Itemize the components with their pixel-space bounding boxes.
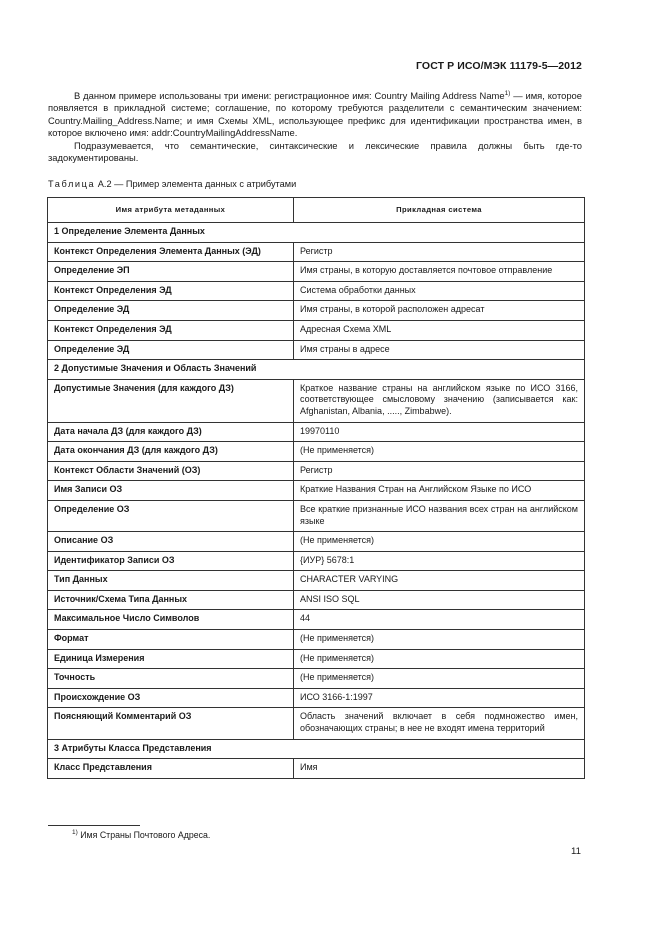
attribute-name-cell: Определение ОЗ xyxy=(48,500,294,531)
table-body xyxy=(48,223,585,779)
attribute-value-cell: Имя xyxy=(294,759,585,779)
table-row xyxy=(48,301,585,321)
table-row xyxy=(48,281,585,301)
table-row xyxy=(48,320,585,340)
intro-text-a: В данном примере использованы три имени: регистрационное имя: Country Mailing Address Name xyxy=(74,90,505,101)
section-title: 1 Определение Элемента Данных xyxy=(48,223,585,243)
footnote-divider xyxy=(48,825,140,826)
attribute-name-cell: Имя Записи ОЗ xyxy=(48,481,294,501)
footnote xyxy=(72,830,210,840)
attribute-value-cell: Имя страны в адресе xyxy=(294,340,585,360)
column-header-application: Прикладная система xyxy=(294,198,585,223)
attribute-name-cell: Контекст Определения ЭД xyxy=(48,281,294,301)
table-row xyxy=(48,708,585,739)
attribute-value-cell: Регистр xyxy=(294,242,585,262)
table-row xyxy=(48,688,585,708)
attribute-name-cell: Поясняющий Комментарий ОЗ xyxy=(48,708,294,739)
attribute-name-cell: Дата окончания ДЗ (для каждого ДЗ) xyxy=(48,442,294,462)
table-row xyxy=(48,610,585,630)
intro-paragraph-2: Подразумевается, что семантические, синтаксические и лексические правила должны быть где-то задокументированы. xyxy=(48,140,582,164)
section-title: 3 Атрибуты Класса Представления xyxy=(48,739,585,759)
table-row xyxy=(48,532,585,552)
attribute-value-cell: Регистр xyxy=(294,461,585,481)
attribute-value-cell: 44 xyxy=(294,610,585,630)
metadata-table xyxy=(47,197,585,779)
attribute-name-cell: Источник/Схема Типа Данных xyxy=(48,590,294,610)
attribute-value-cell: (Не применяется) xyxy=(294,532,585,552)
intro-paragraph-1 xyxy=(48,90,582,140)
table-row xyxy=(48,262,585,282)
table-section-row xyxy=(48,223,585,243)
attribute-name-cell: Дата начала ДЗ (для каждого ДЗ) xyxy=(48,422,294,442)
attribute-name-cell: Описание ОЗ xyxy=(48,532,294,552)
attribute-value-cell: 19970110 xyxy=(294,422,585,442)
table-row xyxy=(48,759,585,779)
attribute-name-cell: Контекст Области Значений (ОЗ) xyxy=(48,461,294,481)
table-section-row xyxy=(48,739,585,759)
table-row xyxy=(48,481,585,501)
attribute-name-cell: Определение ЭП xyxy=(48,262,294,282)
attribute-value-cell: Краткое название страны на английском языке по ИСО 3166, соответствующее смысловому значению (записывается как: Afghanistan, Albania, ....., Zimbabwe). xyxy=(294,379,585,422)
attribute-value-cell: (Не применяется) xyxy=(294,669,585,689)
document-header: ГОСТ Р ИСО/МЭК 11179-5—2012 xyxy=(416,60,582,72)
attribute-value-cell: Система обработки данных xyxy=(294,281,585,301)
column-header-attribute: Имя атрибута метаданных xyxy=(48,198,294,223)
table-row xyxy=(48,442,585,462)
table-caption xyxy=(48,179,296,189)
table-row xyxy=(48,669,585,689)
attribute-name-cell: Определение ЭД xyxy=(48,301,294,321)
footnote-text: Имя Страны Почтового Адреса. xyxy=(80,830,211,840)
attribute-name-cell: Контекст Определения ЭД xyxy=(48,320,294,340)
attribute-value-cell: Адресная Схема XML xyxy=(294,320,585,340)
table-row xyxy=(48,551,585,571)
footnote-mark: 1) xyxy=(72,829,78,837)
table-header-row xyxy=(48,198,585,223)
table-row xyxy=(48,461,585,481)
attribute-value-cell: CHARACTER VARYING xyxy=(294,571,585,591)
attribute-value-cell: Имя страны, в которой расположен адресат xyxy=(294,301,585,321)
attribute-value-cell: (Не применяется) xyxy=(294,649,585,669)
table-row xyxy=(48,500,585,531)
attribute-value-cell: Все краткие признанные ИСО названия всех стран на английском языке xyxy=(294,500,585,531)
attribute-value-cell: ANSI ISO SQL xyxy=(294,590,585,610)
attribute-name-cell: Точность xyxy=(48,669,294,689)
attribute-value-cell: Краткие Названия Стран на Английском Языке по ИСО xyxy=(294,481,585,501)
attribute-name-cell: Тип Данных xyxy=(48,571,294,591)
table-row xyxy=(48,590,585,610)
attribute-value-cell: (Не применяется) xyxy=(294,630,585,650)
table-caption-text: А.2 — Пример элемента данных с атрибутами xyxy=(95,179,297,189)
attribute-name-cell: Происхождение ОЗ xyxy=(48,688,294,708)
footnote-reference: 1) xyxy=(504,89,511,97)
attribute-name-cell: Формат xyxy=(48,630,294,650)
table-row xyxy=(48,571,585,591)
attribute-name-cell: Единица Измерения xyxy=(48,649,294,669)
attribute-value-cell: Имя страны, в которую доставляется почтовое отправление xyxy=(294,262,585,282)
intro-text-b: — имя, которое появляется в прикладной системе; соглашение, по которому требуются разделители с семантическим значением: Country.Mailing_Address.Name; и имя Схемы XML, использующее префикс для идентификации пространства имен, в которое включено имя: addr:CountryMailingAddressName. xyxy=(48,90,582,139)
attribute-name-cell: Класс Представления xyxy=(48,759,294,779)
attribute-name-cell: Допустимые Значения (для каждого ДЗ) xyxy=(48,379,294,422)
table-row xyxy=(48,649,585,669)
section-title: 2 Допустимые Значения и Область Значений xyxy=(48,360,585,380)
attribute-value-cell: {ИУР} 5678:1 xyxy=(294,551,585,571)
attribute-value-cell: (Не применяется) xyxy=(294,442,585,462)
attribute-name-cell: Контекст Определения Элемента Данных (ЭД) xyxy=(48,242,294,262)
table-row xyxy=(48,422,585,442)
table-row xyxy=(48,630,585,650)
attribute-name-cell: Идентификатор Записи ОЗ xyxy=(48,551,294,571)
table-section-row xyxy=(48,360,585,380)
attribute-value-cell: ИСО 3166-1:1997 xyxy=(294,688,585,708)
attribute-name-cell: Определение ЭД xyxy=(48,340,294,360)
page-number: 11 xyxy=(571,846,581,857)
table-row xyxy=(48,340,585,360)
table-row xyxy=(48,242,585,262)
attribute-value-cell: Область значений включает в себя подмножество имен, обозначающих страны; в нее не входят имена территорий xyxy=(294,708,585,739)
table-row xyxy=(48,379,585,422)
table-caption-label: Таблица xyxy=(48,179,96,189)
attribute-name-cell: Максимальное Число Символов xyxy=(48,610,294,630)
